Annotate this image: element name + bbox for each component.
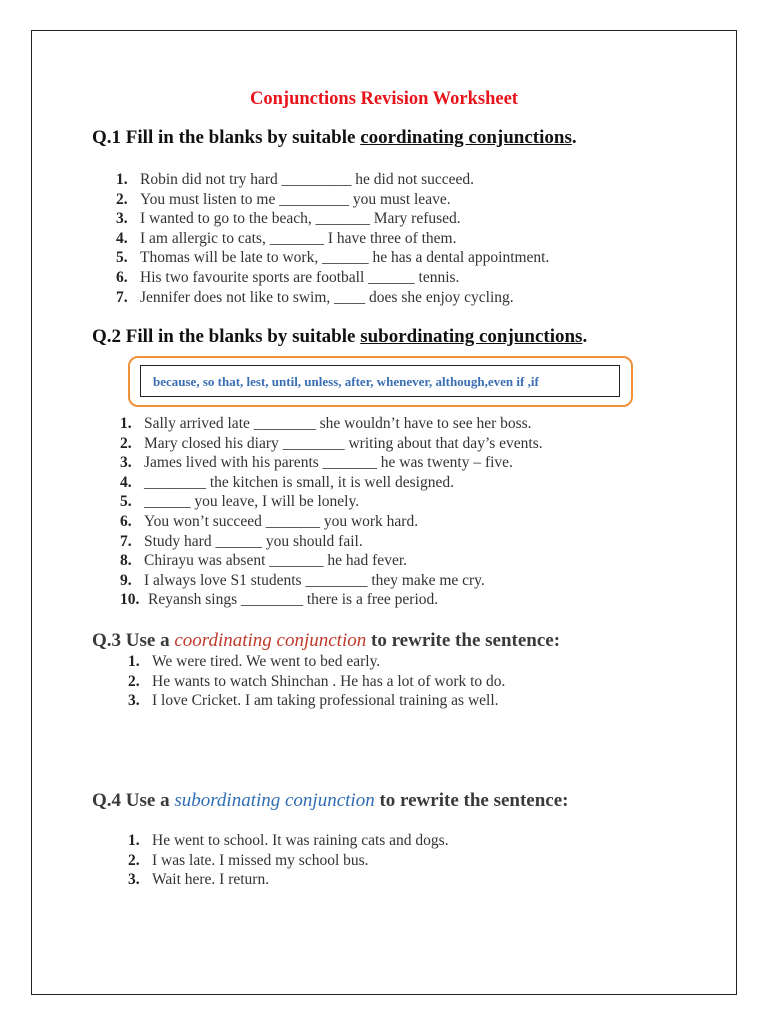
q1-heading-prefix: Q.1 Fill in the blanks by suitable (92, 127, 361, 148)
item-text: Wait here. I return. (152, 871, 270, 889)
item-text: Sally arrived late ________ she wouldn’t have to see her boss. (144, 415, 532, 432)
q2-heading-emphasis: subordinating conjunctions (360, 326, 583, 347)
item-text: He wants to watch Shinchan . He has a lot of work to do. (152, 672, 506, 690)
item-number: 3. (128, 871, 140, 889)
list-item (116, 209, 549, 229)
item-number: 4. (116, 229, 128, 247)
item-text: Jennifer does not like to swim, ____ does she enjoy cycling. (140, 288, 514, 306)
item-text: We were tired. We went to bed early. (152, 653, 381, 670)
item-text: Mary closed his diary ________ writing about that day’s events. (144, 434, 543, 452)
item-number: 7. (116, 288, 128, 306)
item-text: James lived with his parents _______ he was twenty – five. (144, 454, 513, 472)
list-item (120, 434, 543, 454)
item-number: 2. (120, 434, 132, 452)
q1-heading-emphasis: coordinating conjunctions (360, 127, 572, 148)
word-bank-box (128, 356, 633, 407)
q3-list (128, 652, 505, 711)
item-text: Thomas will be late to work, ______ he has a dental appointment. (140, 249, 550, 267)
item-text: I love Cricket. I am taking professional training as well. (152, 692, 499, 710)
q1-heading (92, 127, 577, 149)
item-number: 9. (120, 571, 132, 589)
list-item (120, 532, 543, 552)
item-text: ______ you leave, I will be lonely. (144, 493, 360, 511)
item-number: 3. (116, 210, 128, 228)
list-item (128, 851, 449, 871)
list-item (128, 870, 449, 890)
q1-list (116, 170, 549, 307)
item-number: 3. (128, 692, 140, 710)
item-text: I was late. I missed my school bus. (152, 851, 369, 869)
item-text: Chirayu was absent _______ he had fever. (144, 552, 408, 570)
list-item (116, 268, 549, 288)
item-number: 1. (120, 415, 132, 432)
q4-heading-emphasis: subordinating conjunction (174, 790, 375, 811)
item-number: 3. (120, 454, 132, 472)
item-text: His two favourite sports are football ______ tennis. (140, 268, 460, 286)
q1-heading-suffix: . (571, 127, 577, 148)
list-item (120, 473, 543, 493)
item-number: 5. (120, 493, 132, 511)
item-text: ________ the kitchen is small, it is well designed. (144, 473, 454, 491)
item-text: You must listen to me _________ you must leave. (140, 190, 451, 208)
item-number: 2. (128, 851, 140, 869)
item-number: 4. (120, 473, 132, 491)
item-number: 1. (128, 653, 140, 670)
q3-heading-suffix: to rewrite the sentence: (366, 630, 561, 651)
list-item (128, 672, 505, 692)
q3-heading-prefix: Q.3 Use a (92, 630, 175, 651)
list-item (120, 551, 543, 571)
list-item (128, 652, 505, 672)
item-number: 6. (116, 268, 128, 286)
list-item (116, 229, 549, 249)
page-title: Conjunctions Revision Worksheet (250, 89, 518, 109)
list-item (128, 831, 449, 851)
item-number: 2. (128, 672, 140, 690)
item-number: 2. (116, 190, 128, 208)
list-item (116, 190, 549, 210)
q4-heading-suffix: to rewrite the sentence: (374, 790, 569, 811)
item-number: 1. (116, 171, 128, 188)
item-number: 5. (116, 249, 128, 267)
q2-list (120, 414, 543, 610)
list-item (116, 170, 549, 190)
item-text: Robin did not try hard _________ he did not succeed. (140, 171, 475, 188)
list-item (120, 414, 543, 434)
item-number: 8. (120, 552, 132, 570)
item-text: I wanted to go to the beach, _______ Mary refused. (140, 210, 461, 228)
q4-heading (92, 790, 569, 812)
q3-heading (92, 630, 560, 652)
list-item (120, 512, 543, 532)
item-number: 10. (120, 591, 140, 609)
list-item (120, 453, 543, 473)
word-bank-inner (140, 365, 620, 397)
item-number: 1. (128, 832, 140, 849)
item-text: Reyansh sings ________ there is a free period. (148, 591, 439, 609)
q2-heading-suffix: . (582, 326, 588, 347)
item-text: Study hard ______ you should fail. (144, 532, 363, 550)
q2-heading (92, 326, 587, 348)
item-number: 6. (120, 512, 132, 530)
item-text: You won’t succeed _______ you work hard. (144, 512, 419, 530)
list-item (128, 691, 505, 711)
q4-list (128, 831, 449, 890)
q2-heading-prefix: Q.2 Fill in the blanks by suitable (92, 326, 361, 347)
item-text: He went to school. It was raining cats and dogs. (152, 832, 449, 849)
item-text: I am allergic to cats, _______ I have three of them. (140, 229, 457, 247)
list-item (120, 492, 543, 512)
list-item (120, 571, 543, 591)
item-number: 7. (120, 532, 132, 550)
q3-heading-emphasis: coordinating conjunction (174, 630, 367, 651)
item-text: I always love S1 students ________ they make me cry. (144, 571, 485, 589)
list-item (116, 288, 549, 308)
q4-heading-prefix: Q.4 Use a (92, 790, 175, 811)
word-bank-text: because, so that, lest, until, unless, after, whenever, although,even if ,if (153, 374, 539, 389)
list-item (116, 248, 549, 268)
list-item (120, 590, 543, 610)
